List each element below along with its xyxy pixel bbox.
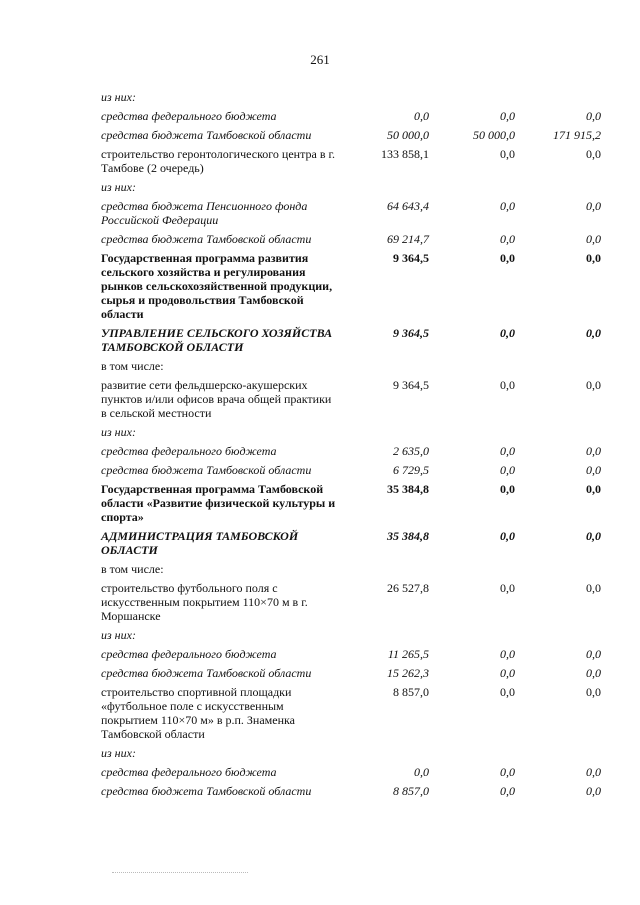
value-col-3: 171 915,2 xyxy=(553,128,601,142)
value-col-1 xyxy=(337,180,429,199)
value-col-2: 0,0 xyxy=(500,685,515,699)
value-col-3 xyxy=(515,746,601,765)
value-col-3: 0,0 xyxy=(586,199,601,213)
value-col-1: 9 364,5 xyxy=(393,378,429,392)
row-label: Государственная программа развития сельского хозяйства и регулирования рынков сельскохозяйственной продукции, сырья и продовольствия Тамбовской области xyxy=(101,251,333,321)
value-col-1 xyxy=(337,562,429,581)
value-col-2: 0,0 xyxy=(500,378,515,392)
value-col-3 xyxy=(515,562,601,581)
value-col-3: 0,0 xyxy=(586,647,601,661)
value-col-3: 0,0 xyxy=(586,444,601,458)
table-row xyxy=(101,647,601,666)
value-col-2 xyxy=(429,180,515,199)
table-row xyxy=(101,628,601,647)
page-number: 261 xyxy=(310,52,330,67)
value-col-1: 0,0 xyxy=(414,765,429,779)
value-col-2: 0,0 xyxy=(500,647,515,661)
value-col-1: 0,0 xyxy=(414,109,429,123)
row-label: в том числе: xyxy=(101,562,164,576)
value-col-3: 0,0 xyxy=(586,685,601,699)
row-label: из них: xyxy=(101,180,136,194)
value-col-3: 0,0 xyxy=(586,232,601,246)
row-label: средства бюджета Тамбовской области xyxy=(101,128,312,142)
row-label: средства бюджета Тамбовской области xyxy=(101,784,312,798)
value-col-3 xyxy=(515,90,601,109)
value-col-2 xyxy=(429,425,515,444)
value-col-3: 0,0 xyxy=(586,581,601,595)
table-row xyxy=(101,232,601,251)
value-col-1: 2 635,0 xyxy=(393,444,429,458)
table-row xyxy=(101,90,601,109)
value-col-1: 26 527,8 xyxy=(387,581,429,595)
value-col-1: 35 384,8 xyxy=(387,529,429,543)
table-row xyxy=(101,529,601,562)
budget-table xyxy=(101,90,601,803)
value-col-1: 133 858,1 xyxy=(381,147,429,161)
footer-rule xyxy=(112,872,248,873)
budget-table-body xyxy=(101,90,601,803)
row-label: средства федерального бюджета xyxy=(101,647,277,661)
row-label: средства федерального бюджета xyxy=(101,765,277,779)
value-col-2: 0,0 xyxy=(500,581,515,595)
row-label: средства бюджета Тамбовской области xyxy=(101,232,312,246)
value-col-1: 11 265,5 xyxy=(387,647,429,661)
value-col-1: 69 214,7 xyxy=(387,232,429,246)
value-col-1 xyxy=(337,425,429,444)
value-col-1: 15 262,3 xyxy=(387,666,429,680)
row-label: средства федерального бюджета xyxy=(101,444,277,458)
value-col-1: 8 857,0 xyxy=(393,784,429,798)
value-col-1: 64 643,4 xyxy=(387,199,429,213)
value-col-1: 9 364,5 xyxy=(393,251,429,265)
row-label: в том числе: xyxy=(101,359,164,373)
table-row xyxy=(101,147,601,180)
table-row xyxy=(101,765,601,784)
value-col-1: 35 384,8 xyxy=(387,482,429,496)
row-label: УПРАВЛЕНИЕ СЕЛЬСКОГО ХОЗЯЙСТВА ТАМБОВСКОЙ ОБЛАСТИ xyxy=(101,326,333,354)
row-label: средства федерального бюджета xyxy=(101,109,277,123)
table-row xyxy=(101,378,601,425)
value-col-3: 0,0 xyxy=(586,378,601,392)
table-row xyxy=(101,180,601,199)
value-col-2 xyxy=(429,746,515,765)
row-label: развитие сети фельдшерско-акушерских пунктов и/или офисов врача общей практики в сельской местности xyxy=(101,378,332,420)
value-col-1 xyxy=(337,359,429,378)
value-col-2: 0,0 xyxy=(500,232,515,246)
row-label: из них: xyxy=(101,746,136,760)
value-col-2: 0,0 xyxy=(500,199,515,213)
value-col-3: 0,0 xyxy=(586,765,601,779)
table-row xyxy=(101,109,601,128)
row-label: средства бюджета Пенсионного фонда Российской Федерации xyxy=(101,199,308,227)
table-row xyxy=(101,463,601,482)
table-row xyxy=(101,425,601,444)
value-col-2 xyxy=(429,359,515,378)
value-col-2: 0,0 xyxy=(500,482,515,496)
row-label: строительство футбольного поля с искусственным покрытием 110×70 м в г. Моршанске xyxy=(101,581,308,623)
value-col-2: 0,0 xyxy=(500,765,515,779)
value-col-1: 9 364,5 xyxy=(393,326,429,340)
value-col-3: 0,0 xyxy=(586,251,601,265)
value-col-3: 0,0 xyxy=(586,326,601,340)
value-col-2: 0,0 xyxy=(500,666,515,680)
value-col-3: 0,0 xyxy=(586,666,601,680)
table-row xyxy=(101,666,601,685)
table-row xyxy=(101,326,601,359)
value-col-3: 0,0 xyxy=(586,482,601,496)
value-col-2: 0,0 xyxy=(500,529,515,543)
value-col-2: 0,0 xyxy=(500,463,515,477)
value-col-2: 0,0 xyxy=(500,109,515,123)
row-label: из них: xyxy=(101,90,136,104)
value-col-2 xyxy=(429,562,515,581)
value-col-2: 0,0 xyxy=(500,147,515,161)
value-col-3: 0,0 xyxy=(586,109,601,123)
row-label: средства бюджета Тамбовской области xyxy=(101,463,312,477)
value-col-2: 0,0 xyxy=(500,784,515,798)
table-row xyxy=(101,562,601,581)
value-col-3: 0,0 xyxy=(586,529,601,543)
table-row xyxy=(101,128,601,147)
table-row xyxy=(101,482,601,529)
value-col-1 xyxy=(337,90,429,109)
table-row xyxy=(101,746,601,765)
row-label: из них: xyxy=(101,628,136,642)
row-label: из них: xyxy=(101,425,136,439)
value-col-2 xyxy=(429,628,515,647)
value-col-1: 6 729,5 xyxy=(393,463,429,477)
row-label: средства бюджета Тамбовской области xyxy=(101,666,312,680)
value-col-3 xyxy=(515,359,601,378)
value-col-3: 0,0 xyxy=(586,147,601,161)
table-row xyxy=(101,581,601,628)
value-col-1 xyxy=(337,628,429,647)
value-col-3: 0,0 xyxy=(586,784,601,798)
value-col-3 xyxy=(515,628,601,647)
row-label: АДМИНИСТРАЦИЯ ТАМБОВСКОЙ ОБЛАСТИ xyxy=(101,529,299,557)
value-col-1: 50 000,0 xyxy=(387,128,429,142)
table-row xyxy=(101,444,601,463)
table-row xyxy=(101,685,601,746)
table-row xyxy=(101,251,601,326)
value-col-2: 0,0 xyxy=(500,326,515,340)
table-row xyxy=(101,199,601,232)
table-row xyxy=(101,784,601,803)
table-row xyxy=(101,359,601,378)
value-col-1 xyxy=(337,746,429,765)
value-col-2: 0,0 xyxy=(500,251,515,265)
value-col-3 xyxy=(515,180,601,199)
value-col-1: 8 857,0 xyxy=(393,685,429,699)
value-col-3: 0,0 xyxy=(586,463,601,477)
value-col-3 xyxy=(515,425,601,444)
row-label: строительство спортивной площадки «футбольное поле с искусственным покрытием 110×70 м» в р.п. Знаменка Тамбовской области xyxy=(101,685,295,741)
value-col-2 xyxy=(429,90,515,109)
row-label: Государственная программа Тамбовской области «Развитие физической культуры и спорта» xyxy=(101,482,336,524)
row-label: строительство геронтологического центра в г. Тамбове (2 очередь) xyxy=(101,147,336,175)
value-col-2: 0,0 xyxy=(500,444,515,458)
value-col-2: 50 000,0 xyxy=(473,128,515,142)
